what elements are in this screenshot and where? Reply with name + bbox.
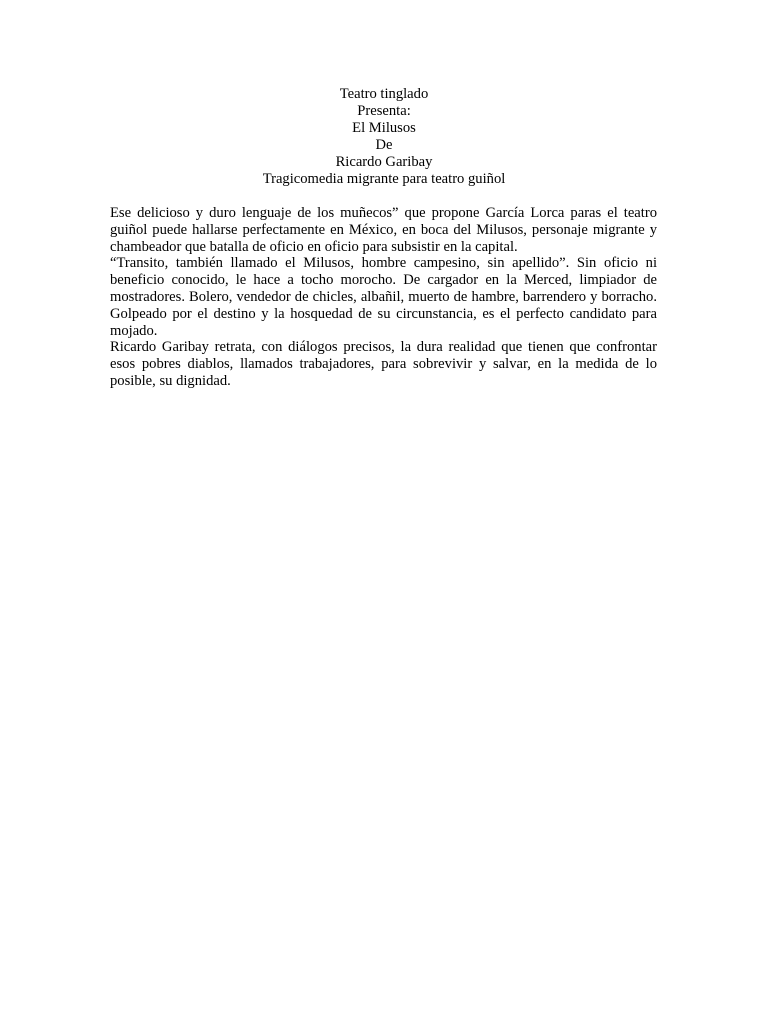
title-block [110,86,658,188]
paragraph-summary: Ricardo Garibay retrata, con diálogos precisos, la dura realidad que tienen que confrontar esos pobres diablos, llamados trabajadores, para sobrevivir y salvar, en la medida de lo posible, su dignidad. [110,339,657,389]
play-title: El Milusos [352,120,416,136]
presents-label: Presenta: [357,103,411,119]
company-name: Teatro tinglado [339,86,429,102]
paragraph-intro: Ese delicioso y duro lenguaje de los muñecos” que propone García Lorca paras el teatro guiñol puede hallarse perfectamente en México, en boca del Milusos, personaje migrante y chambeador que batalla de oficio en oficio para subsistir en la capital. [110,205,657,255]
paragraph-character: “Transito, también llamado el Milusos, hombre campesino, sin apellido”. Sin oficio ni beneficio conocido, le hace a tocho morocho. De cargador en la Merced, limpiador de mostradores. Bolero, vendedor de chicles, albañil, muerto de hambre, barrendero y borracho. Golpeado por el destino y la hosquedad de su circunstancia, es el perfecto candidato para mojado. [110,255,657,339]
play-subtitle: Tragicomedia migrante para teatro guiñol [262,171,506,187]
body-text [110,205,657,390]
by-label: De [375,137,393,153]
author-name: Ricardo Garibay [335,154,433,170]
